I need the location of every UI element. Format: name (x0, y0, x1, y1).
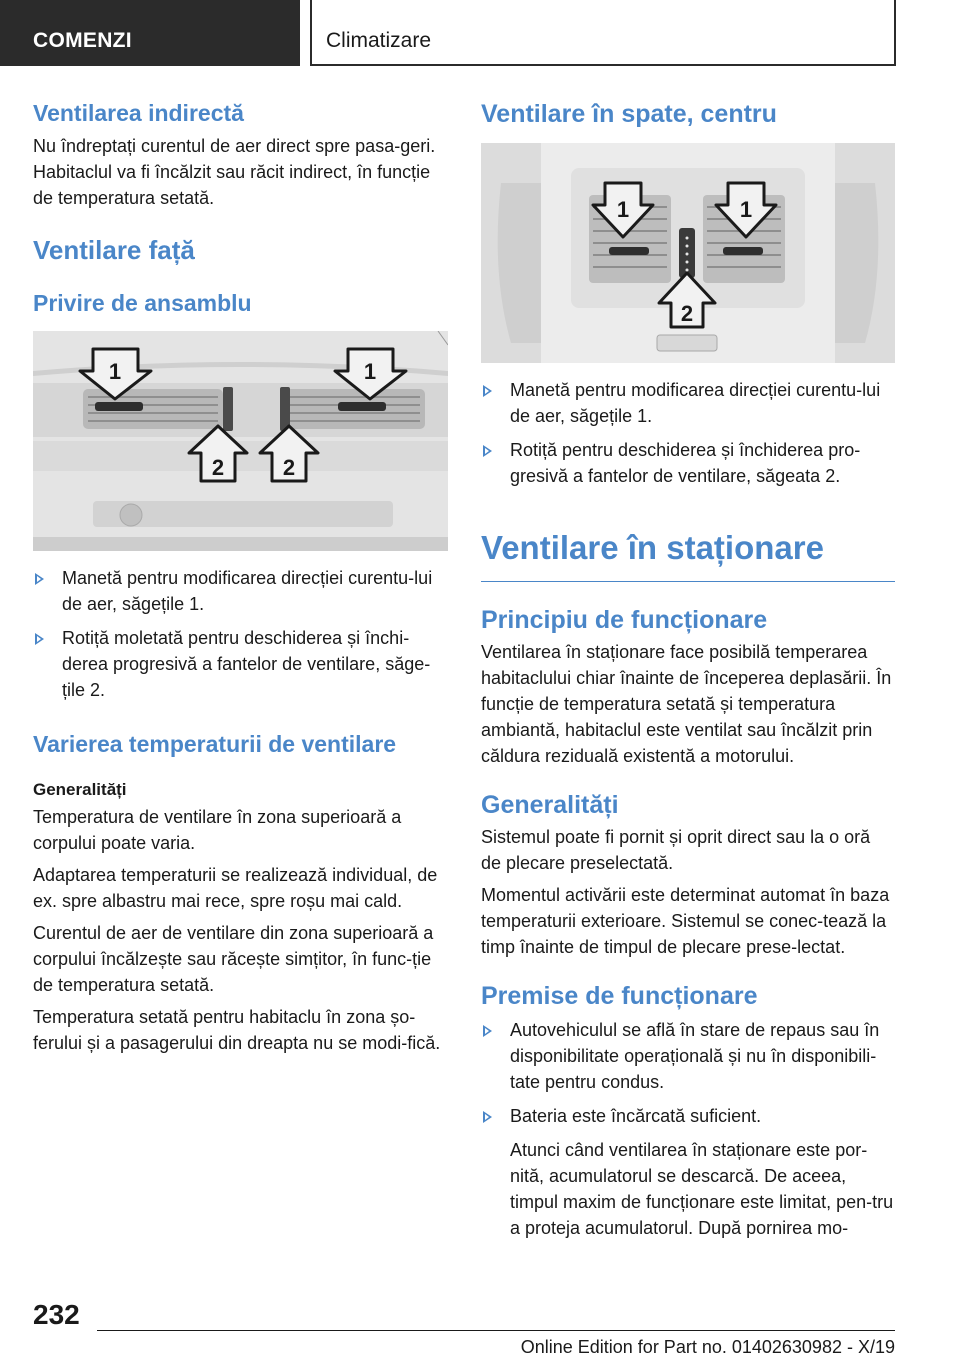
list-item: Manetă pentru modificarea direcției curentu-lui de aer, săgețile 1. (33, 565, 448, 617)
page-header (0, 0, 960, 66)
front-ventilation-heading: Ventilare față (33, 235, 195, 265)
rear-ventilation-heading: Ventilare în spate, centru (481, 100, 777, 128)
page-number: 232 (33, 1299, 80, 1330)
triangle-bullet-icon (35, 633, 44, 645)
indirect-ventilation-heading: Ventilarea indirectă (33, 100, 244, 126)
paragraph: Curentul de aer de ventilare din zona superioară a corpului încălzește sau răcește simțitor, în func-ție de temperatura setată. (33, 923, 434, 995)
figure-label-1b: 1 (739, 197, 753, 222)
section-tab: COMENZI (0, 0, 300, 66)
figure-label-2: 2 (680, 301, 694, 326)
overview-heading: Privire de ansamblu (33, 290, 252, 316)
paragraph: Adaptarea temperaturii se realizează individual, de ex. spre albastru mai rece, spre roșu mai cald. (33, 865, 438, 911)
temperature-variation-heading: Varierea temperaturii de ventilare (33, 731, 397, 757)
list-item: Rotiță moletată pentru deschiderea și închi-derea progresivă a fantelor de ventilare, săge-țile 2. (33, 625, 448, 703)
figure-label-2a: 2 (211, 455, 225, 480)
figure-label-1a: 1 (616, 197, 630, 222)
paragraph: Temperatura setată pentru habitaclu în zona șo-ferului și a pasagerului din dreapta nu se modi-fică. (33, 1007, 441, 1053)
edition-note: Online Edition for Part no. 01402630982 - X/19 (520, 1337, 895, 1357)
paragraph: Momentul activării este determinat automat în baza temperaturii exterioare. Sistemul se conec-tează la timp înainte de timpul de plecare prese-lectat. (481, 885, 890, 957)
paragraph: Temperatura de ventilare în zona superioară a corpului poate varia. (33, 807, 402, 853)
general-heading: Generalități (481, 791, 619, 819)
rear-vents-illustration (481, 143, 895, 363)
left-column (33, 100, 448, 1056)
front-vents-illustration (33, 331, 448, 551)
figure-label-1b: 1 (363, 359, 377, 384)
premises-bullets (481, 1017, 895, 1129)
list-item: Manetă pentru modificarea direcției curentu-lui de aer, săgețile 1. (481, 377, 895, 429)
parked-ventilation-heading: Ventilare în staționare (481, 529, 895, 582)
rear-vents-figure (481, 143, 895, 363)
figure-label-2b: 2 (282, 455, 296, 480)
general-subheading: Generalități (33, 780, 127, 799)
indirect-ventilation-text: Nu îndreptați curentul de aer direct spre pasa-geri. Habitaclul va fi încălzit sau răcit indirect, în funcție de temperatura setată. (33, 136, 436, 208)
footer-divider (97, 1330, 895, 1331)
paragraph: Atunci când ventilarea în staționare este por-nită, acumulatorul se descarcă. De aceea, timpul maxim de funcționare este limitat, pen-tru a proteja acumulatorul. După pornirea mo- (510, 1140, 894, 1238)
operating-principle-heading: Principiu de funcționare (481, 606, 768, 634)
triangle-bullet-icon (483, 445, 492, 457)
front-vents-figure (33, 331, 448, 551)
triangle-bullet-icon (35, 573, 44, 585)
list-item: Autovehiculul se află în stare de repaus sau în disponibilitate operațională și nu în disponibili-tate pentru condus. (481, 1017, 895, 1095)
paragraph: Sistemul poate fi pornit și oprit direct sau la o oră de plecare preselectată. (481, 827, 871, 873)
front-vents-bullets (33, 565, 448, 703)
right-column (481, 100, 895, 1241)
list-item: Rotiță pentru deschiderea și închiderea pro-gresivă a fantelor de ventilare, săgeata 2. (481, 437, 895, 489)
triangle-bullet-icon (483, 1111, 492, 1123)
rear-vents-bullets (481, 377, 895, 489)
operating-principle-text: Ventilarea în staționare face posibilă temperarea habitaclului chiar înainte de începerea deplasării. În funcție de temperatura setată și temperatura ambiantă, habitaclul este ventilat sau încălzit prin căldura reziduală existentă a motorului. (481, 642, 892, 766)
triangle-bullet-icon (483, 1025, 492, 1037)
chapter-tab: Climatizare (310, 0, 896, 66)
figure-label-1a: 1 (108, 359, 122, 384)
list-item: Bateria este încărcată suficient. (481, 1103, 895, 1129)
premises-heading: Premise de funcționare (481, 982, 758, 1010)
triangle-bullet-icon (483, 385, 492, 397)
